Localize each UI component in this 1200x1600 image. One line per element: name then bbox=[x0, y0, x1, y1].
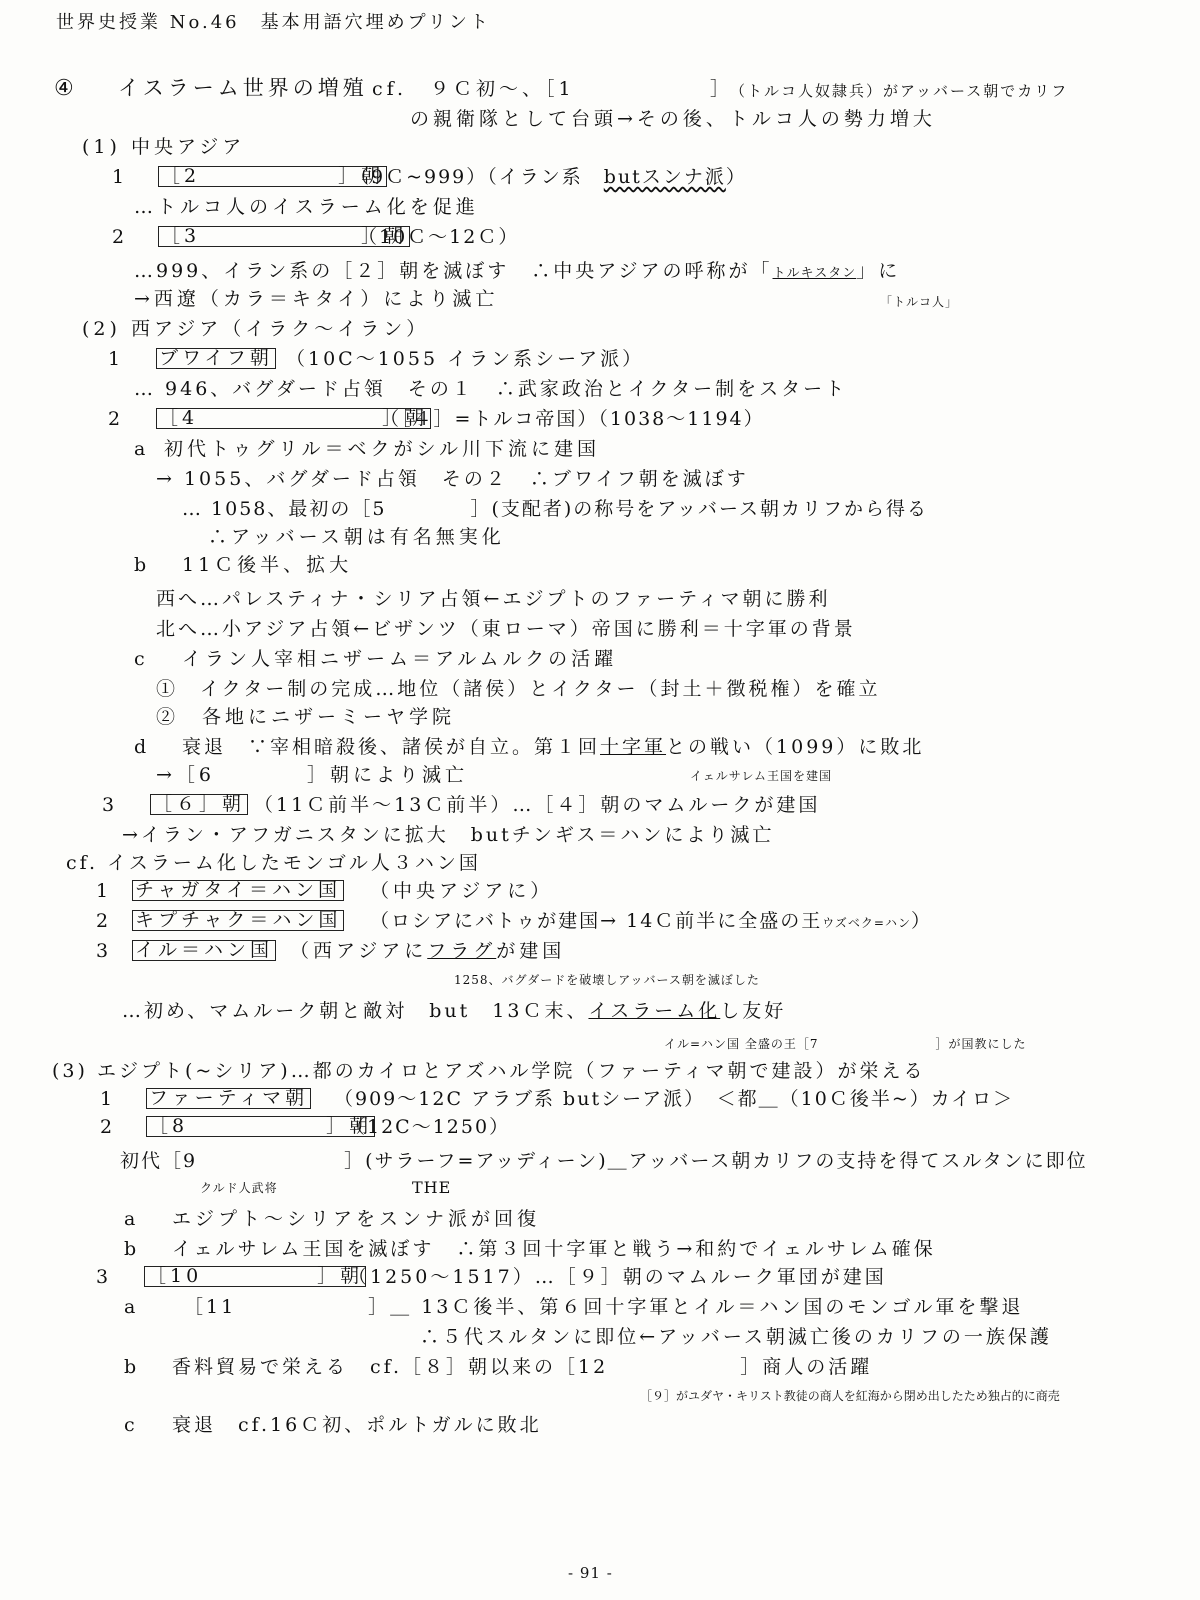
handwritten-note: クルド人武将 bbox=[200, 1181, 278, 1195]
handwritten-note: イェルサレム王国を建国 bbox=[690, 769, 832, 783]
item-note-small: 「トルコ人」 bbox=[880, 295, 959, 309]
buyid-box: ブワイフ朝 bbox=[156, 348, 276, 369]
blank-1-end: ］ bbox=[710, 78, 734, 100]
note-line: 11Ｃ後半、拡大 bbox=[182, 554, 353, 576]
item-note: →西遼（カラ＝キタイ）により滅亡 bbox=[134, 288, 499, 310]
note-line: 西へ…パレスティナ・シリア占領←エジプトのファーティマ朝に勝利 bbox=[156, 588, 831, 610]
item-number: 3 bbox=[96, 1266, 109, 1288]
item-number: 2 bbox=[112, 226, 125, 248]
item-note: … 946、バグダード占領 その１ ∴武家政治とイクター制をスタート bbox=[134, 378, 848, 400]
blank-8-box: ［8 ］朝 bbox=[146, 1116, 375, 1137]
subsection-1-heading: (1) 中央アジア bbox=[82, 136, 246, 158]
label-c: c bbox=[124, 1414, 139, 1436]
section-cf-text: cf. ９Ｃ初～、［1 bbox=[372, 78, 575, 100]
item-number: 3 bbox=[102, 794, 115, 816]
item-number: 2 bbox=[108, 408, 121, 430]
item-detail: （12C～1250） bbox=[346, 1116, 511, 1138]
item-detail: （9Ｃ~999）（イラン系 butスンナ派） bbox=[350, 166, 747, 188]
khanate-box: イル＝ハン国 bbox=[132, 940, 276, 961]
item-detail: （西アジアにフラグが建国 bbox=[290, 940, 566, 962]
note-line: イラン人宰相ニザーム＝アルムルクの活躍 bbox=[182, 648, 618, 670]
note-line: 北へ…小アジア占領←ビザンツ（東ローマ）帝国に勝利＝十字軍の背景 bbox=[156, 618, 856, 640]
section-title: イスラーム世界の増殖 bbox=[118, 76, 368, 100]
handwritten-note: イル=ハン国 全盛の王［7 ］が国教にした bbox=[664, 1037, 1027, 1051]
note-line: 香料貿易で栄える cf.［８］朝以来の［12 ］商人の活躍 bbox=[172, 1356, 873, 1378]
handwritten-note: ［９］がユダヤ・キリスト教徒の商人を紅海から閉め出したため独占的に商売 bbox=[640, 1389, 1060, 1403]
item-note: …トルコ人のイスラーム化を促進 bbox=[134, 196, 479, 218]
item-note: …初め、マムルーク朝と敵対 but 13Ｃ末、イスラーム化し友好 bbox=[122, 1000, 787, 1022]
note-line: … 1058、最初の［5 ］(支配者)の称号をアッバース朝カリフから得る bbox=[182, 498, 929, 520]
label-b: b bbox=[134, 554, 151, 576]
note-line: 初代トゥグリル＝ベクがシル川下流に建国 bbox=[164, 438, 601, 460]
founder-line: 初代［9 ］(サラーフ=アッディーン)＿アッバース朝カリフの支持を得てスルタンに即位 bbox=[120, 1150, 1088, 1172]
section-line-2: の親衛隊として台頭→その後、トルコ人の勢力増大 bbox=[410, 108, 936, 130]
item-note: →イラン・アフガニスタンに拡大 butチンギス＝ハンにより滅亡 bbox=[122, 824, 775, 846]
mongol-heading: cf. イスラーム化したモンゴル人３ハン国 bbox=[66, 852, 481, 874]
blank-4-box: ［4 ］朝 bbox=[156, 408, 431, 429]
item-number: 1 bbox=[96, 880, 109, 902]
handwritten-note: THE bbox=[412, 1178, 452, 1197]
item-detail: （10Ｃ～12Ｃ） bbox=[358, 226, 520, 248]
khanate-box: チャガタイ＝ハン国 bbox=[132, 880, 344, 901]
label-c: c bbox=[134, 648, 149, 670]
note-line: 衰退 cf.16Ｃ初、ポルトガルに敗北 bbox=[172, 1414, 542, 1436]
item-number: 1 bbox=[108, 348, 121, 370]
note-line: エジプト～シリアをスンナ派が回復 bbox=[172, 1208, 541, 1230]
worksheet-header: 世界史授業 No.46 基本用語穴埋めプリント bbox=[56, 12, 491, 33]
item-number: 2 bbox=[96, 910, 109, 932]
page-number: - 91 - bbox=[568, 1564, 613, 1582]
note-line: 衰退 ∵宰相暗殺後、諸侯が自立。第１回十字軍との戦い（1099）に敗北 bbox=[182, 736, 925, 758]
item-detail: （中央アジアに） bbox=[370, 880, 554, 902]
item-note: …999、イラン系の［２］朝を滅ぼす ∴中央アジアの呼称が「トルキスタン」に bbox=[134, 260, 901, 282]
item-number: 2 bbox=[100, 1116, 113, 1138]
item-detail: （1250～1517）…［９］朝のマムルーク軍団が建国 bbox=[348, 1266, 887, 1288]
note-line: ② 各地にニザーミーヤ学院 bbox=[156, 706, 456, 728]
item-number: 3 bbox=[96, 940, 109, 962]
blank-10-box: ［10 ］朝 bbox=[144, 1266, 366, 1287]
note-line: ∴アッバース朝は有名無実化 bbox=[208, 526, 505, 548]
item-detail: （ロシアにバトゥが建国→ 14Ｃ前半に全盛の王ウズベク=ハン） bbox=[370, 910, 933, 932]
subsection-3-heading: (3) エジプト(~シリア)…都のカイロとアズハル学院（ファーティマ朝で建設）が栄える bbox=[52, 1060, 926, 1082]
item-detail: （［４］=トルコ帝国）（1038～1194） bbox=[380, 408, 765, 430]
blank-6-box: ［６］朝 bbox=[150, 794, 248, 815]
fatimid-box: ファーティマ朝 bbox=[146, 1088, 311, 1109]
item-number: 1 bbox=[112, 166, 125, 188]
item-detail: （909～12C アラブ系 butシーア派） ＜都＿（10Ｃ後半~）カイロ＞ bbox=[334, 1088, 1015, 1110]
item-number: 1 bbox=[100, 1088, 113, 1110]
label-a: a bbox=[124, 1208, 140, 1230]
note-line: ① イクター制の完成…地位（諸侯）とイクター（封土＋徴税権）を確立 bbox=[156, 678, 881, 700]
label-b: b bbox=[124, 1238, 141, 1260]
blank-3-box: ［3 ］朝 bbox=[158, 226, 410, 247]
khanate-box: キプチャク＝ハン国 bbox=[132, 910, 344, 931]
subsection-2-heading: (2) 西アジア（イラク～イラン） bbox=[82, 318, 430, 340]
note-line: イェルサレム王国を滅ぼす ∴第３回十字軍と戦う→和約でイェルサレム確保 bbox=[172, 1238, 936, 1260]
note-line: ∴５代スルタンに即位←アッバース朝滅亡後のカリフの一族保護 bbox=[420, 1326, 1052, 1348]
section-number: ④ bbox=[54, 76, 78, 101]
item-detail: （11Ｃ前半～13Ｃ前半）…［４］朝のマムルークが建国 bbox=[254, 794, 821, 816]
section-cf-note: （トルコ人奴隷兵）がアッバース朝でカリフ bbox=[730, 82, 1069, 100]
note-line: →［6 ］朝により滅亡 bbox=[156, 764, 469, 786]
label-a: a bbox=[124, 1296, 140, 1318]
item-detail: （10C～1055 イラン系シーア派） bbox=[286, 348, 645, 370]
note-line: ［11 ］＿ 13Ｃ後半、第６回十字軍とイル＝ハン国のモンゴル軍を撃退 bbox=[184, 1296, 1024, 1318]
blank-2-box: ［2 ］朝 bbox=[158, 166, 387, 187]
label-b: b bbox=[124, 1356, 141, 1378]
label-d: d bbox=[134, 736, 151, 758]
handwritten-note: 1258、バグダードを破壊しアッバース朝を滅ぼした bbox=[454, 973, 760, 987]
note-line: → 1055、バグダード占領 その２ ∴ブワイフ朝を滅ぼす bbox=[156, 468, 749, 490]
label-a: a bbox=[134, 438, 150, 460]
